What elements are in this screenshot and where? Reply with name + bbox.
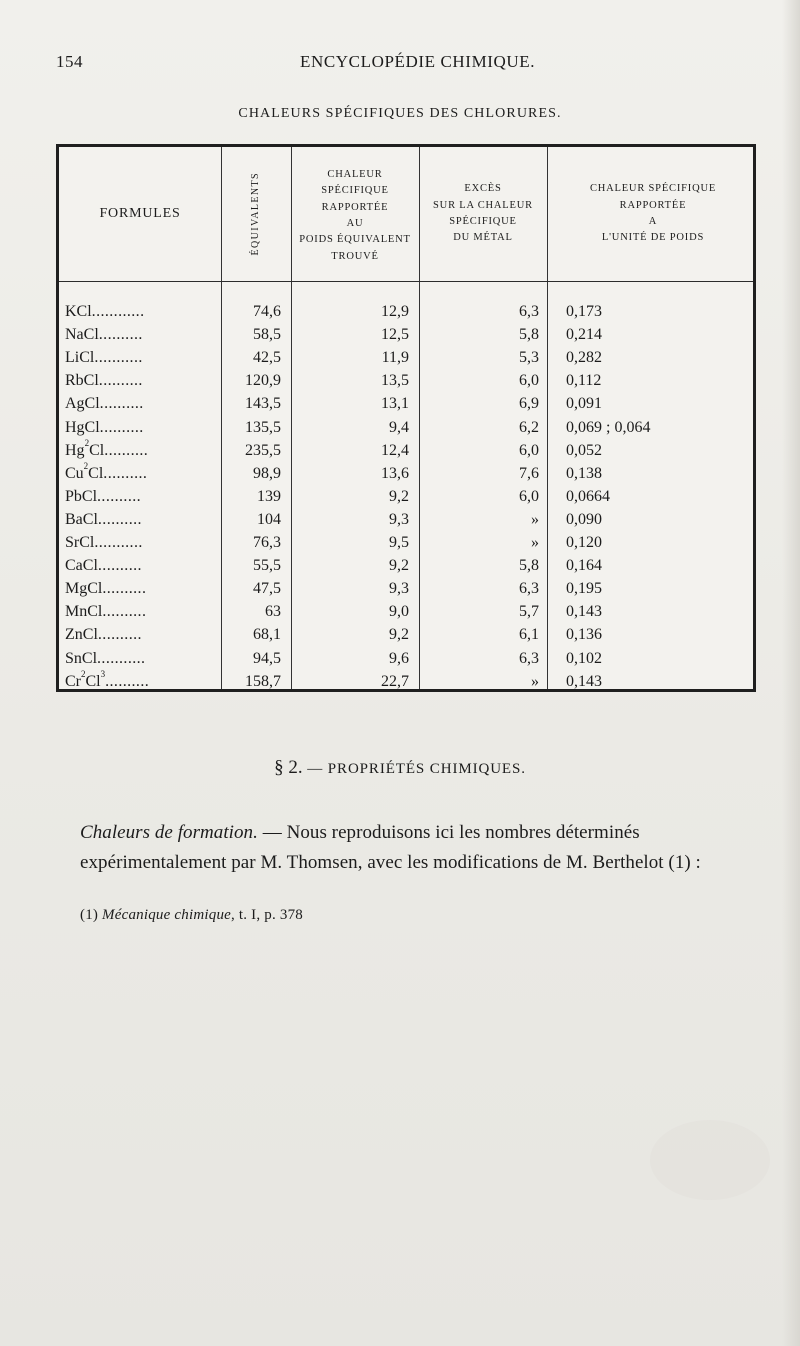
leader-dots: .......... <box>102 603 147 621</box>
page-stain <box>650 1120 770 1200</box>
excess-cell: 5,7 <box>519 603 539 621</box>
leader-dots: .......... <box>98 372 143 390</box>
section-title: — PROPRIÉTÉS CHIMIQUES. <box>307 761 526 777</box>
formula-cell <box>65 554 225 577</box>
equivalent-cell: 55,5 <box>253 557 281 575</box>
formula-text: Hg <box>65 441 85 459</box>
leader-dots: .......... <box>98 326 143 344</box>
table-row <box>59 392 753 415</box>
excess-cell: 6,9 <box>519 395 539 413</box>
header-line: DU MÉTAL <box>453 232 513 244</box>
paragraph-text: — Nous reproduisons ici les nombres déterminés expérimentalement par M. Thomsen, avec les modifications de M. Berthelot (1) : <box>80 822 701 873</box>
header-formulas: FORMULES <box>99 206 181 222</box>
equivalent-cell: 68,1 <box>253 626 281 644</box>
formula-cell <box>65 623 225 646</box>
header-line: SPÉCIFIQUE <box>449 216 517 227</box>
leader-dots: ........... <box>97 649 146 667</box>
specific-heat-equivalent-cell: 9,3 <box>389 580 409 598</box>
specific-heat-unit-cell: 0,282 <box>566 349 602 367</box>
formula-text: CaCl <box>65 557 98 575</box>
equivalent-cell: 42,5 <box>253 349 281 367</box>
specific-heat-equivalent-cell: 12,4 <box>381 441 409 459</box>
specific-heat-unit-cell: 0,102 <box>566 649 602 667</box>
formula-cell <box>65 392 225 415</box>
specific-heat-unit-cell: 0,173 <box>566 303 602 320</box>
formula-text: PbCl <box>65 487 98 505</box>
leader-dots: .......... <box>97 487 142 505</box>
formula-cell <box>65 531 225 554</box>
formula-text: KCl <box>65 303 92 320</box>
formula-cell <box>65 346 225 369</box>
header-line: EXCÈS <box>464 183 502 195</box>
formula-cell <box>65 416 225 439</box>
specific-heat-unit-cell: 0,091 <box>566 395 602 413</box>
table-title: CHALEURS SPÉCIFIQUES DES CHLORURES. <box>238 106 562 121</box>
specific-heat-equivalent-cell: 12,9 <box>381 303 409 320</box>
specific-heat-equivalent-cell: 9,0 <box>389 603 409 621</box>
equivalent-cell: 135,5 <box>245 418 281 436</box>
footnote-marker: (1) <box>80 907 99 923</box>
leader-dots: .......... <box>99 418 144 436</box>
leader-dots: .......... <box>97 626 142 644</box>
formula-cell <box>65 300 225 323</box>
paragraph-lead: Chaleurs de formation. <box>80 822 258 843</box>
table-row <box>59 577 753 600</box>
table-row <box>59 346 753 369</box>
specific-heat-table <box>56 144 756 692</box>
leader-dots: .......... <box>97 510 142 528</box>
formula-text: SnCl <box>65 649 98 667</box>
leader-dots: .......... <box>104 441 149 459</box>
leader-dots: .......... <box>99 395 144 413</box>
formula-text: LiCl <box>65 349 95 367</box>
leader-dots: .......... <box>103 464 148 482</box>
specific-heat-unit-cell: 0,120 <box>566 534 602 551</box>
header-specific-heat-equivalent <box>291 147 419 283</box>
formula-cell <box>65 647 225 670</box>
table-row <box>59 647 753 670</box>
specific-heat-equivalent-cell: 13,1 <box>381 395 409 413</box>
leader-dots: ............ <box>91 303 145 320</box>
excess-cell: 5,3 <box>519 349 539 367</box>
table-row <box>59 531 753 554</box>
table-row <box>59 323 753 346</box>
equivalent-cell: 74,6 <box>253 303 281 320</box>
header-equivalents-cell <box>221 147 291 281</box>
table-row <box>59 508 753 531</box>
excess-cell: 6,1 <box>519 626 539 644</box>
table-row <box>59 369 753 392</box>
specific-heat-equivalent-cell: 9,5 <box>389 534 409 551</box>
specific-heat-unit-cell: 0,136 <box>566 626 602 644</box>
equivalent-cell: 47,5 <box>253 580 281 598</box>
header-line: RAPPORTÉE <box>321 201 389 213</box>
header-line: SUR LA CHALEUR <box>433 199 533 211</box>
formula-text: Cr <box>65 672 81 690</box>
formula-text: NaCl <box>65 326 99 344</box>
excess-cell: 6,3 <box>519 303 539 320</box>
excess-cell: 6,0 <box>519 487 539 505</box>
specific-heat-equivalent-cell: 9,4 <box>389 418 409 436</box>
formula-text: AgCl <box>65 395 100 413</box>
formula-text: Cu <box>65 464 84 482</box>
excess-cell: 6,3 <box>519 580 539 598</box>
specific-heat-equivalent-cell: 22,7 <box>381 672 409 690</box>
specific-heat-equivalent-cell: 9,3 <box>389 510 409 528</box>
leader-dots: .......... <box>105 672 150 690</box>
header-equivalents: ÉQUIVALENTS <box>250 172 262 256</box>
formula-cell <box>65 577 225 600</box>
footnote <box>80 907 303 924</box>
formula-text: MgCl <box>65 580 103 598</box>
formula-text: ZnCl <box>65 626 98 644</box>
equivalent-cell: 63 <box>265 603 281 621</box>
formula-cell <box>65 439 225 462</box>
equivalent-cell: 143,5 <box>245 395 281 413</box>
specific-heat-unit-cell: 0,052 <box>566 441 602 459</box>
formula-text: Cl <box>85 672 101 690</box>
leader-dots: .......... <box>97 557 142 575</box>
excess-cell: 6,0 <box>519 441 539 459</box>
specific-heat-unit-cell: 0,138 <box>566 464 602 482</box>
specific-heat-unit-cell: 0,143 <box>566 672 602 690</box>
footnote-reference: , t. I, p. 378 <box>231 907 303 923</box>
specific-heat-unit-cell: 0,090 <box>566 510 602 528</box>
header-excess <box>419 147 547 281</box>
specific-heat-unit-cell: 0,143 <box>566 603 602 621</box>
formula-cell <box>65 600 225 623</box>
specific-heat-equivalent-cell: 12,5 <box>381 326 409 344</box>
specific-heat-equivalent-cell: 13,6 <box>381 464 409 482</box>
formula-text: SrCl <box>65 534 95 551</box>
table-row <box>59 623 753 646</box>
header-specific-heat-unit <box>547 147 759 281</box>
excess-cell: 5,8 <box>519 557 539 575</box>
excess-cell: 5,8 <box>519 326 539 344</box>
equivalent-cell: 58,5 <box>253 326 281 344</box>
header-line: CHALEUR SPÉCIFIQUE <box>589 183 717 195</box>
formula-superscript: 2 <box>81 669 86 679</box>
table-row <box>59 300 753 323</box>
leader-dots: ........... <box>94 534 143 551</box>
table-row <box>59 462 753 485</box>
leader-dots: ........... <box>94 349 143 367</box>
specific-heat-unit-cell: 0,0664 <box>566 487 610 505</box>
specific-heat-equivalent-cell: 11,9 <box>381 349 409 367</box>
running-header: ENCYCLOPÉDIE CHIMIQUE. <box>300 52 536 71</box>
excess-cell: » <box>531 510 539 528</box>
formula-superscript: 3 <box>100 669 106 679</box>
specific-heat-equivalent-cell: 13,5 <box>381 372 409 390</box>
header-line: CHALEUR <box>327 169 383 181</box>
header-line: POIDS ÉQUIVALENT <box>299 234 411 246</box>
excess-cell: » <box>531 672 539 690</box>
excess-cell: 6,2 <box>519 418 539 436</box>
header-line: RAPPORTÉE <box>619 199 687 211</box>
formula-cell <box>65 462 225 485</box>
header-line: SPÉCIFIQUE <box>321 185 389 197</box>
formula-cell <box>65 485 225 508</box>
formula-cell <box>65 323 225 346</box>
equivalent-cell: 139 <box>257 487 281 505</box>
table-row <box>59 485 753 508</box>
specific-heat-unit-cell: 0,164 <box>566 557 602 575</box>
equivalent-cell: 94,5 <box>253 649 281 667</box>
page-number: 154 <box>56 52 83 71</box>
specific-heat-unit-cell: 0,195 <box>566 580 602 598</box>
equivalent-cell: 235,5 <box>245 441 281 459</box>
header-line: TROUVÉ <box>331 250 379 262</box>
table-row <box>59 670 753 693</box>
table-row <box>59 554 753 577</box>
leader-dots: .......... <box>102 580 147 598</box>
formula-superscript: 2 <box>84 438 90 448</box>
specific-heat-equivalent-cell: 9,6 <box>389 649 409 667</box>
excess-cell: 7,6 <box>519 464 539 482</box>
specific-heat-unit-cell: 0,112 <box>566 372 602 390</box>
header-line: AU <box>346 218 364 229</box>
equivalent-cell: 76,3 <box>253 534 281 551</box>
equivalent-cell: 104 <box>257 510 281 528</box>
formula-cell <box>65 508 225 531</box>
formula-text: MnCl <box>65 603 103 621</box>
specific-heat-unit-cell: 0,069 ; 0,064 <box>566 418 651 436</box>
excess-cell: 6,3 <box>519 649 539 667</box>
specific-heat-equivalent-cell: 9,2 <box>389 487 409 505</box>
excess-cell: » <box>531 534 539 551</box>
specific-heat-equivalent-cell: 9,2 <box>389 557 409 575</box>
body-paragraph <box>80 818 760 878</box>
table-row <box>59 600 753 623</box>
formula-text: RbCl <box>65 372 99 390</box>
equivalent-cell: 158,7 <box>245 672 281 690</box>
excess-cell: 6,0 <box>519 372 539 390</box>
formula-text: Cl <box>88 464 104 482</box>
section-number: § 2. <box>274 757 303 778</box>
formula-text: BaCl <box>65 510 98 528</box>
footnote-work-title: Mécanique chimique <box>102 907 232 923</box>
formula-text: Cl <box>89 441 105 459</box>
formula-text: HgCl <box>65 418 100 436</box>
formula-cell <box>65 369 225 392</box>
formula-cell <box>65 670 225 693</box>
header-line: A <box>648 216 658 227</box>
specific-heat-unit-cell: 0,214 <box>566 326 602 344</box>
equivalent-cell: 120,9 <box>245 372 281 390</box>
specific-heat-equivalent-cell: 9,2 <box>389 626 409 644</box>
header-line: L'UNITÉ DE POIDS <box>601 232 705 244</box>
equivalent-cell: 98,9 <box>253 464 281 482</box>
table-row <box>59 439 753 462</box>
formula-superscript: 2 <box>83 461 89 471</box>
section-heading <box>0 757 800 779</box>
table-row <box>59 416 753 439</box>
